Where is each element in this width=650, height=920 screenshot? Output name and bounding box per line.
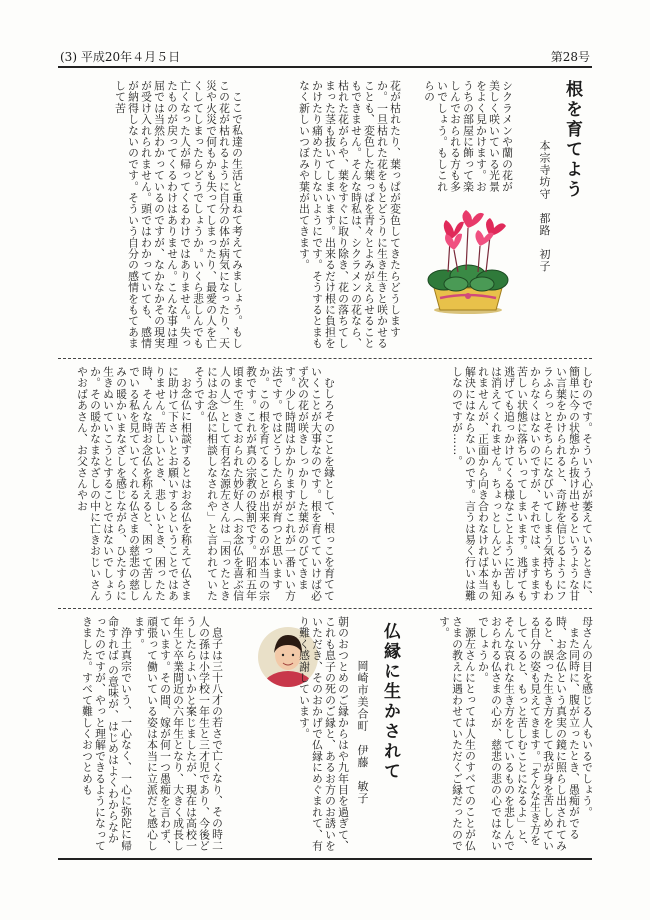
article-text-block: シクラメンや蘭の花が美しく咲いている光景をよく見かけます。おうちの部屋に飾って楽しんでおられる方も多いでしょう。もしこれらの [423,80,514,192]
article-text-block: 息子は三十八才の若さで亡くなり、その時二人の孫は小学校一年生と三才児であり、今後どうしたらよいかと案じましたが、現在は高校一年生と卒業間近の六年生となり、大きく成長しています。その間、嫁が何一つ愚痴を言わず、頑張って働いている姿は本当に立派だと感心します。 浄土真宗でいう、一心なく、一心に弥陀に帰命すれば の意味が、はじめはよくわからなかったのですが、やっと理解できるようになってきました。すべて難しくおつとめも [81,616,224,852]
cyclamen-illustration [410,210,526,316]
article-text-block: むしろそのことを縁として、根っこを育てていくことが大事なのです。根を育てていけば必ず次の花が咲きしっかりした葉がのびてきます。少し時間はかかりますがこれが一番いい方法です。ではどうしたら根が育つと思いますか。この根を育てることが出来るのが本当の宗教です。これが真の宗教の役割です。昭和五年頃まで生きておられた妙好人（お念仏を喜ぶ信人の人）として有名な源左さんは「困ったときにはお念仏に相談しなされや」と言われていたそうです。 お念仏に相談するとはお念仏を称えて仏さまに助けて下さいとお願いするということではありません。苦しいとき、悲しいとき、困ったた時、そんな時お念仏を称えると、困って苦しんでいる私を見ていてくれる仏さまの慈悲の慈しみの暖かいまなざしを感じながら、ひたすらに生きぬいていこうとすることではないでしょうか。その暖かなまなざしの中に亡きおじいさんやおばあさん、お父さんやお [76,366,336,602]
author-byline [536,140,552,273]
author-name: 都路 初子 [538,212,551,273]
article-title: 仏縁に生かされて [380,622,400,782]
article-text-block: 花が枯れたり、葉っぱが変色してきたらどうしますか。一旦枯れた花をもとどうりに生き生きと咲かせることも、変色した葉っぱを青々とよみがえらせることもできません。そんな時私は、シクラメンの花なら、枯れた花がらや、葉をすぐに取り除き、花の落ちてしまった茎も抜いてしまいます。出来るだけ根に負担をかけたり痛めたりしないようにです。そうするとまもなく新しいつぼみや葉が出てきます。 [298,80,402,349]
article-title: 根を育てよう [562,80,582,200]
section-divider [58,608,592,609]
author-role: 岡崎市美合町 [356,660,369,732]
issue-number: 第28号 [550,50,590,64]
article-text-block: 朝のおつとめのご縁からはや九年目を過ぎて、これも息子の死のご縁と、あるお方のお誘いをいただき、そのおかげで仏縁にめぐまれて、有り難く感謝しています。 [298,616,350,852]
footer-rule [58,858,592,860]
article-text-block: 母さんの目を感じる人もいるでしょう。 また同時に、腹が立ったとき、愚痴がでる時、お念仏という真実の鏡に照らし出されてみると、誤った生き方をして我が身を苦しめている自分の姿も見えてきます。「そんな生き方をしていると、もっと苦しむことになるよ」と、そんな哀れな生き方をしているものを悲しんでおられる仏さまの心が、慈悲の悲の心ではないでしょうか。 源左さんにとっては人生のすべてのことが仏さまの教えに遇わせていただくご縁だったのです。 [438,616,594,852]
article-text-block: しむのです。そういう心が萎えているときに、簡単に今の状態から抜け出せるというような甘い言葉をかけられると、奇跡を信じるようにフラふらっとそちらになびいてしまう気持ちもわからなくはないのですが、それでは、ますます苦しい状態に落ちいってしまいます。逃げても逃げても追っかけてくる様なことように苦しみは消えてくれません。ちょっとしんどいかも知れませんが、正面から向き合わなければ本当の解決にはならないのです。言うは易く行いは難しなのですが……。 [451,366,594,602]
author-role: 本宗寺坊守 [538,140,551,200]
page-number-date: (3) 平成20年４月５日 [60,50,181,64]
article-text-block: ここで私達の生活と重ねて考えてみましょう。もしこの花が枯れるように自分の体が病気になったり、天災や火災で何もかも失ってしまったり、最愛の人を亡くしてしまったらどうでしょうか。いくら悲しんでも亡くなった人が帰ってくるわけではありません。失ったものが戻ってくるわけはありません。こんな事は理屈では当然わかっているのですが、なかなかその現実が受け入れられません。頭ではわかっていても、感情が納得しないのです。そういう自分の感情をもてあまして苦 [114,80,244,349]
author-byline [354,660,370,805]
author-name: 伊藤 敏子 [356,744,369,805]
section-divider [58,358,592,359]
header-rule [58,66,592,68]
